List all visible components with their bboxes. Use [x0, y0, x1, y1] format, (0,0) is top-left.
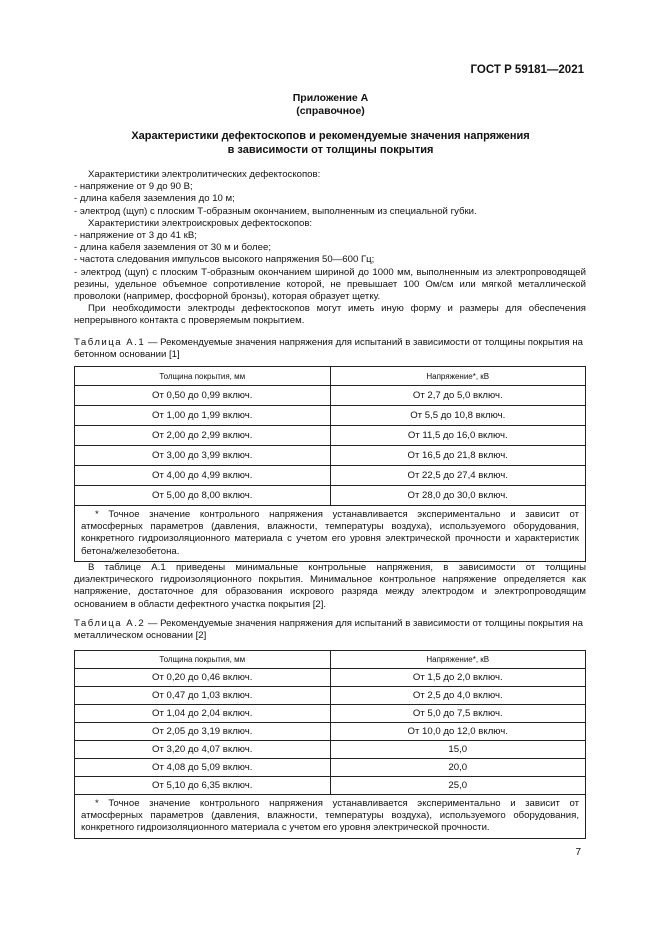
table-row: [75, 723, 586, 741]
table2-cell-voltage: 20,0: [330, 759, 586, 777]
body-text: [74, 169, 586, 328]
table2-caption: [74, 618, 586, 642]
document-code: ГОСТ Р 59181—2021: [470, 64, 584, 76]
body-paragraph: При необходимости электроды дефектоскопов могут иметь иную форму и размеры для обеспечения непрерывного контакта с проверяемым покрытием.: [74, 303, 586, 327]
table2-cell-voltage: От 5,0 до 7,5 включ.: [330, 705, 586, 723]
table-row: [75, 426, 586, 446]
table1-caption-text: — Рекомендуемые значения напряжения для испытаний в зависимости от толщины покрытия на бетонном основании [1]: [74, 337, 583, 361]
body-paragraph: - длина кабеля заземления от 30 м и более;: [74, 242, 271, 254]
table-row: [75, 386, 586, 406]
section-title-line2: в зависимости от толщины покрытия: [227, 144, 434, 156]
appendix-heading: [0, 92, 661, 118]
table2-cell-thickness: От 0,47 до 1,03 включ.: [75, 687, 331, 705]
table-row: [75, 687, 586, 705]
table1-caption: [74, 337, 586, 361]
table2-cell-voltage: От 2,5 до 4,0 включ.: [330, 687, 586, 705]
table1-cell-thickness: От 2,00 до 2,99 включ.: [75, 426, 331, 446]
table1-cell-voltage: От 2,7 до 5,0 включ.: [330, 386, 586, 406]
table-row: [75, 759, 586, 777]
table1-footnote: * Точное значение контрольного напряжения устанавливается экспериментально и зависит от атмосферных параметров (давления, влажности, температуры воздуха), используемого оборудования, конкретного гидроизоляционного материала с учетом его уровня электрической прочности и характеристик бетона/железобетона.: [75, 506, 586, 562]
table1-cell-thickness: От 1,00 до 1,99 включ.: [75, 406, 331, 426]
appendix-subtitle: (справочное): [296, 105, 365, 117]
body-paragraph: - электрод (щуп) с плоским Т-образным окончанием шириной до 1000 мм, выполненным из электропроводящей резины, удельное объемное сопротивление которой, не превышает 100 Ом/см или мягкой металлической проволоки (например, фосфорной бронзы), которая образует щетку.: [74, 266, 586, 303]
table2-cell-thickness: От 1,04 до 2,04 включ.: [75, 705, 331, 723]
table2-header-voltage: Напряжение*, кВ: [330, 651, 586, 669]
appendix-title: Приложение А: [292, 92, 369, 104]
table-row: [75, 741, 586, 759]
body-paragraph: Характеристики электролитических дефектоскопов:: [88, 169, 321, 180]
table2-cell-thickness: От 2,05 до 3,19 включ.: [75, 723, 331, 741]
body-paragraph: - напряжение от 9 до 90 В;: [74, 181, 193, 193]
table-row: [75, 486, 586, 506]
table2-cell-voltage: 25,0: [330, 777, 586, 795]
table2-cell-voltage: От 1,5 до 2,0 включ.: [330, 669, 586, 687]
table1-cell-voltage: От 28,0 до 30,0 включ.: [330, 486, 586, 506]
section-title-line1: Характеристики дефектоскопов и рекомендуемые значения напряжения: [131, 130, 530, 142]
table1-label: Таблица А.1: [74, 337, 146, 348]
table2-cell-thickness: От 0,20 до 0,46 включ.: [75, 669, 331, 687]
table2-caption-text: — Рекомендуемые значения напряжения для испытаний в зависимости от толщины покрытия на металлическом основании [2]: [74, 618, 583, 642]
table-row: [75, 777, 586, 795]
table-row: [75, 466, 586, 486]
table1-cell-voltage: От 16,5 до 21,8 включ.: [330, 446, 586, 466]
body-paragraph: Характеристики электроискровых дефектоскопов:: [88, 217, 313, 229]
table-row: [75, 669, 586, 687]
table1-header-voltage: Напряжение*, кВ: [330, 367, 586, 386]
table2-cell-thickness: От 5,10 до 6,35 включ.: [75, 777, 331, 795]
table1-note-row: [75, 506, 586, 562]
table2: [74, 650, 586, 839]
table1-cell-voltage: От 5,5 до 10,8 включ.: [330, 406, 586, 426]
table2-cell-thickness: От 3,20 до 4,07 включ.: [75, 741, 331, 759]
table1-cell-voltage: От 22,5 до 27,4 включ.: [330, 466, 586, 486]
table1-cell-thickness: От 4,00 до 4,99 включ.: [75, 466, 331, 486]
table-row: [75, 446, 586, 466]
table-explanation-paragraph: В таблице А.1 приведены минимальные контрольные напряжения, в зависимости от толщины диэлектрического гидроизоляционного покрытия. Минимальное контрольное напряжение определяется как напряжение, достаточное для образования искрового разряда между электродом и электропроводящим основанием в области дефектного участка покрытия [2].: [74, 562, 586, 610]
table-row: [75, 705, 586, 723]
page-number: 7: [575, 847, 581, 858]
table1-cell-thickness: От 5,00 до 8,00 включ.: [75, 486, 331, 506]
table2-label: Таблица А.2: [74, 618, 146, 629]
table1: [74, 366, 586, 562]
section-title: [0, 129, 661, 157]
table2-header-row: [75, 651, 586, 669]
table2-cell-voltage: 15,0: [330, 741, 586, 759]
table2-cell-voltage: От 10,0 до 12,0 включ.: [330, 723, 586, 741]
table2-footnote: * Точное значение контрольного напряжения устанавливается экспериментально и зависит от атмосферных параметров (давления, влажности, температуры воздуха), используемого оборудования, конкретного гидроизоляционного материала с учетом его уровня электрической прочности.: [75, 795, 586, 839]
body-paragraph: - электрод (щуп) с плоским Т-образным окончанием, выполненным из специальной губки.: [74, 205, 477, 217]
table1-header-row: [75, 367, 586, 386]
table2-header-thickness: Толщина покрытия, мм: [75, 651, 331, 669]
body-paragraph: - длина кабеля заземления до 10 м;: [74, 193, 235, 205]
table1-cell-thickness: От 0,50 до 0,99 включ.: [75, 386, 331, 406]
table1-cell-voltage: От 11,5 до 16,0 включ.: [330, 426, 586, 446]
table2-note-row: [75, 795, 586, 839]
table-row: [75, 406, 586, 426]
table1-header-thickness: Толщина покрытия, мм: [75, 367, 331, 386]
body-paragraph: - напряжение от 3 до 41 кВ;: [74, 230, 197, 242]
body-paragraph: - частота следования импульсов высокого напряжения 50—600 Гц;: [74, 254, 375, 266]
table2-cell-thickness: От 4,08 до 5,09 включ.: [75, 759, 331, 777]
table1-cell-thickness: От 3,00 до 3,99 включ.: [75, 446, 331, 466]
